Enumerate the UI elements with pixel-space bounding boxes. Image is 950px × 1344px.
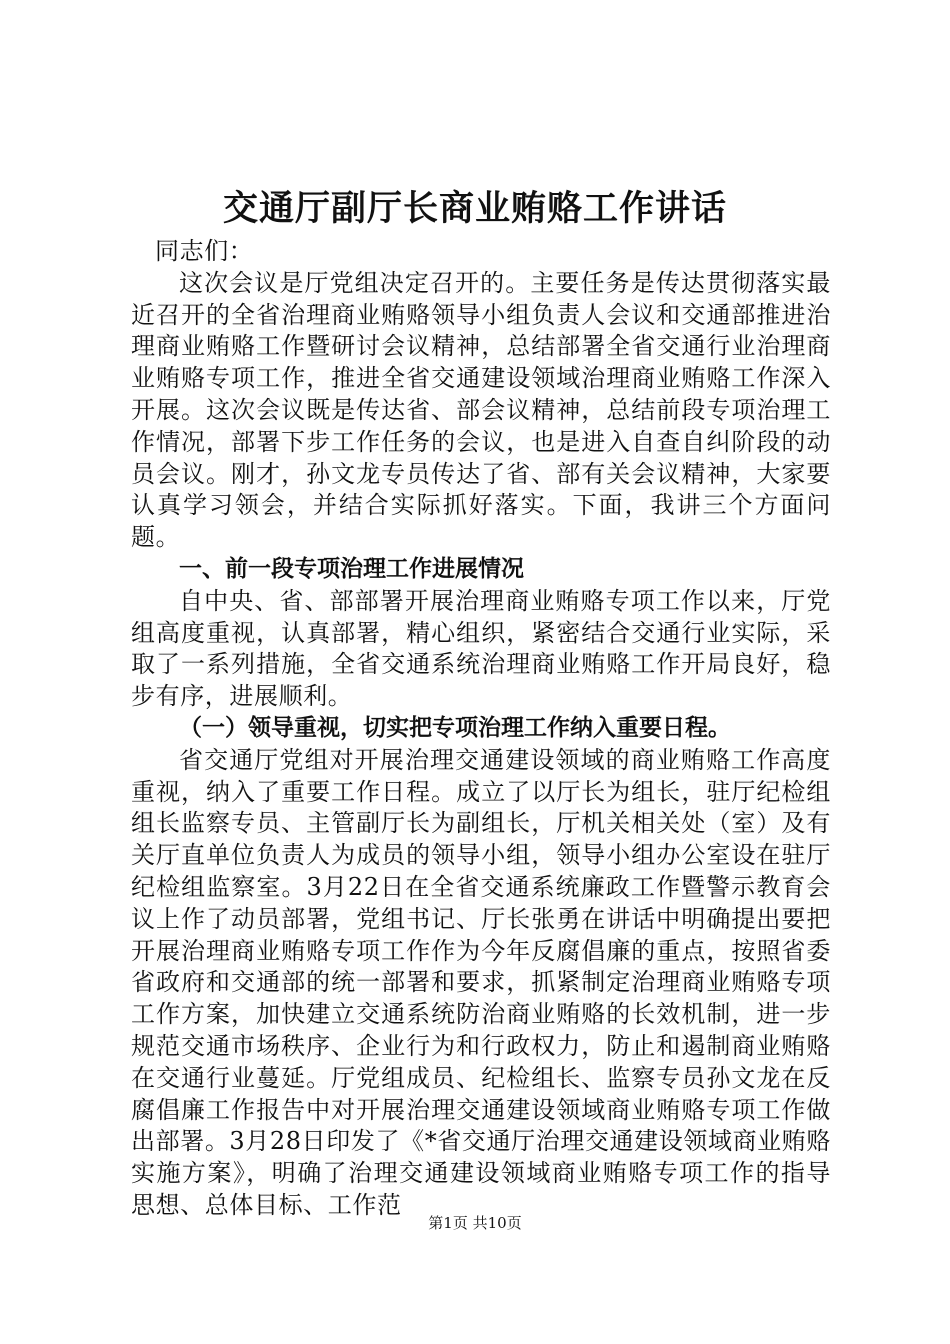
greeting-paragraph: 同志们： (155, 237, 254, 265)
page-footer: 第1页 共10页 (428, 1214, 522, 1232)
subsection-1-paragraph: 省交通厅党组对开展治理交通建设领域的商业贿赂工作高度重视，纳入了重要工作日程。成立了以厅长为组长，驻厅纪检组组长监察专员、主管副厅长为副组长，厅机关相关处（室）及有关厅直单位负责人为成员的领导小组，领导小组办公室设在驻厅纪检组监察室。3月22日在全省交通系统廉政工作暨警示教育会议上作了动员部署，党组书记、厅长张勇在讲话中明确提出要把开展治理商业贿赂专项工作作为今年反腐倡廉的重点，按照省委省政府和交通部的统一部署和要求，抓紧制定治理商业贿赂专项工作方案，加快建立交通系统防治商业贿赂的长效机制，进一步规范交通市场秩序、企业行为和行政权力，防止和遏制商业贿赂在交通行业蔓延。厅党组成员、纪检组长、监察专员孙文龙在反腐倡廉工作报告中对开展治理交通建设领域商业贿赂专项工作做出部署。3月28日印发了《*省交通厅治理交通建设领域商业贿赂实施方案》，明确了治理交通建设领域商业贿赂专项工作的指导思想、总体目标、工作范 (131, 745, 831, 1219)
document-title: 交通厅副厅长商业贿赂工作讲话 (222, 188, 727, 229)
intro-paragraph: 这次会议是厅党组决定召开的。主要任务是传达贯彻落实最近召开的全省治理商业贿赂领导小组负责人会议和交通部推进治理商业贿赂工作暨研讨会议精神，总结部署全省交通行业治理商业贿赂专项工作，推进全省交通建设领域治理商业贿赂工作深入开展。这次会议既是传达省、部会议精神，总结前段专项治理工作情况，部署下步工作任务的会议，也是进入自查自纠阶段的动员会议。刚才，孙文龙专员传达了省、部有关会议精神，大家要认真学习领会，并结合实际抓好落实。下面，我讲三个方面问题。 (131, 268, 831, 552)
subsection-heading-1: （一）领导重视，切实把专项治理工作纳入重要日程。 (179, 714, 731, 741)
document-body (131, 236, 831, 1222)
section-heading-1: 一、前一段专项治理工作进展情况 (179, 555, 524, 582)
section-1-paragraph: 自中央、省、部部署开展治理商业贿赂专项工作以来，厅党组高度重视，认真部署，精心组织，紧密结合交通行业实际，采取了一系列措施，全省交通系统治理商业贿赂工作开局良好，稳步有序，进展顺利。 (131, 586, 831, 711)
